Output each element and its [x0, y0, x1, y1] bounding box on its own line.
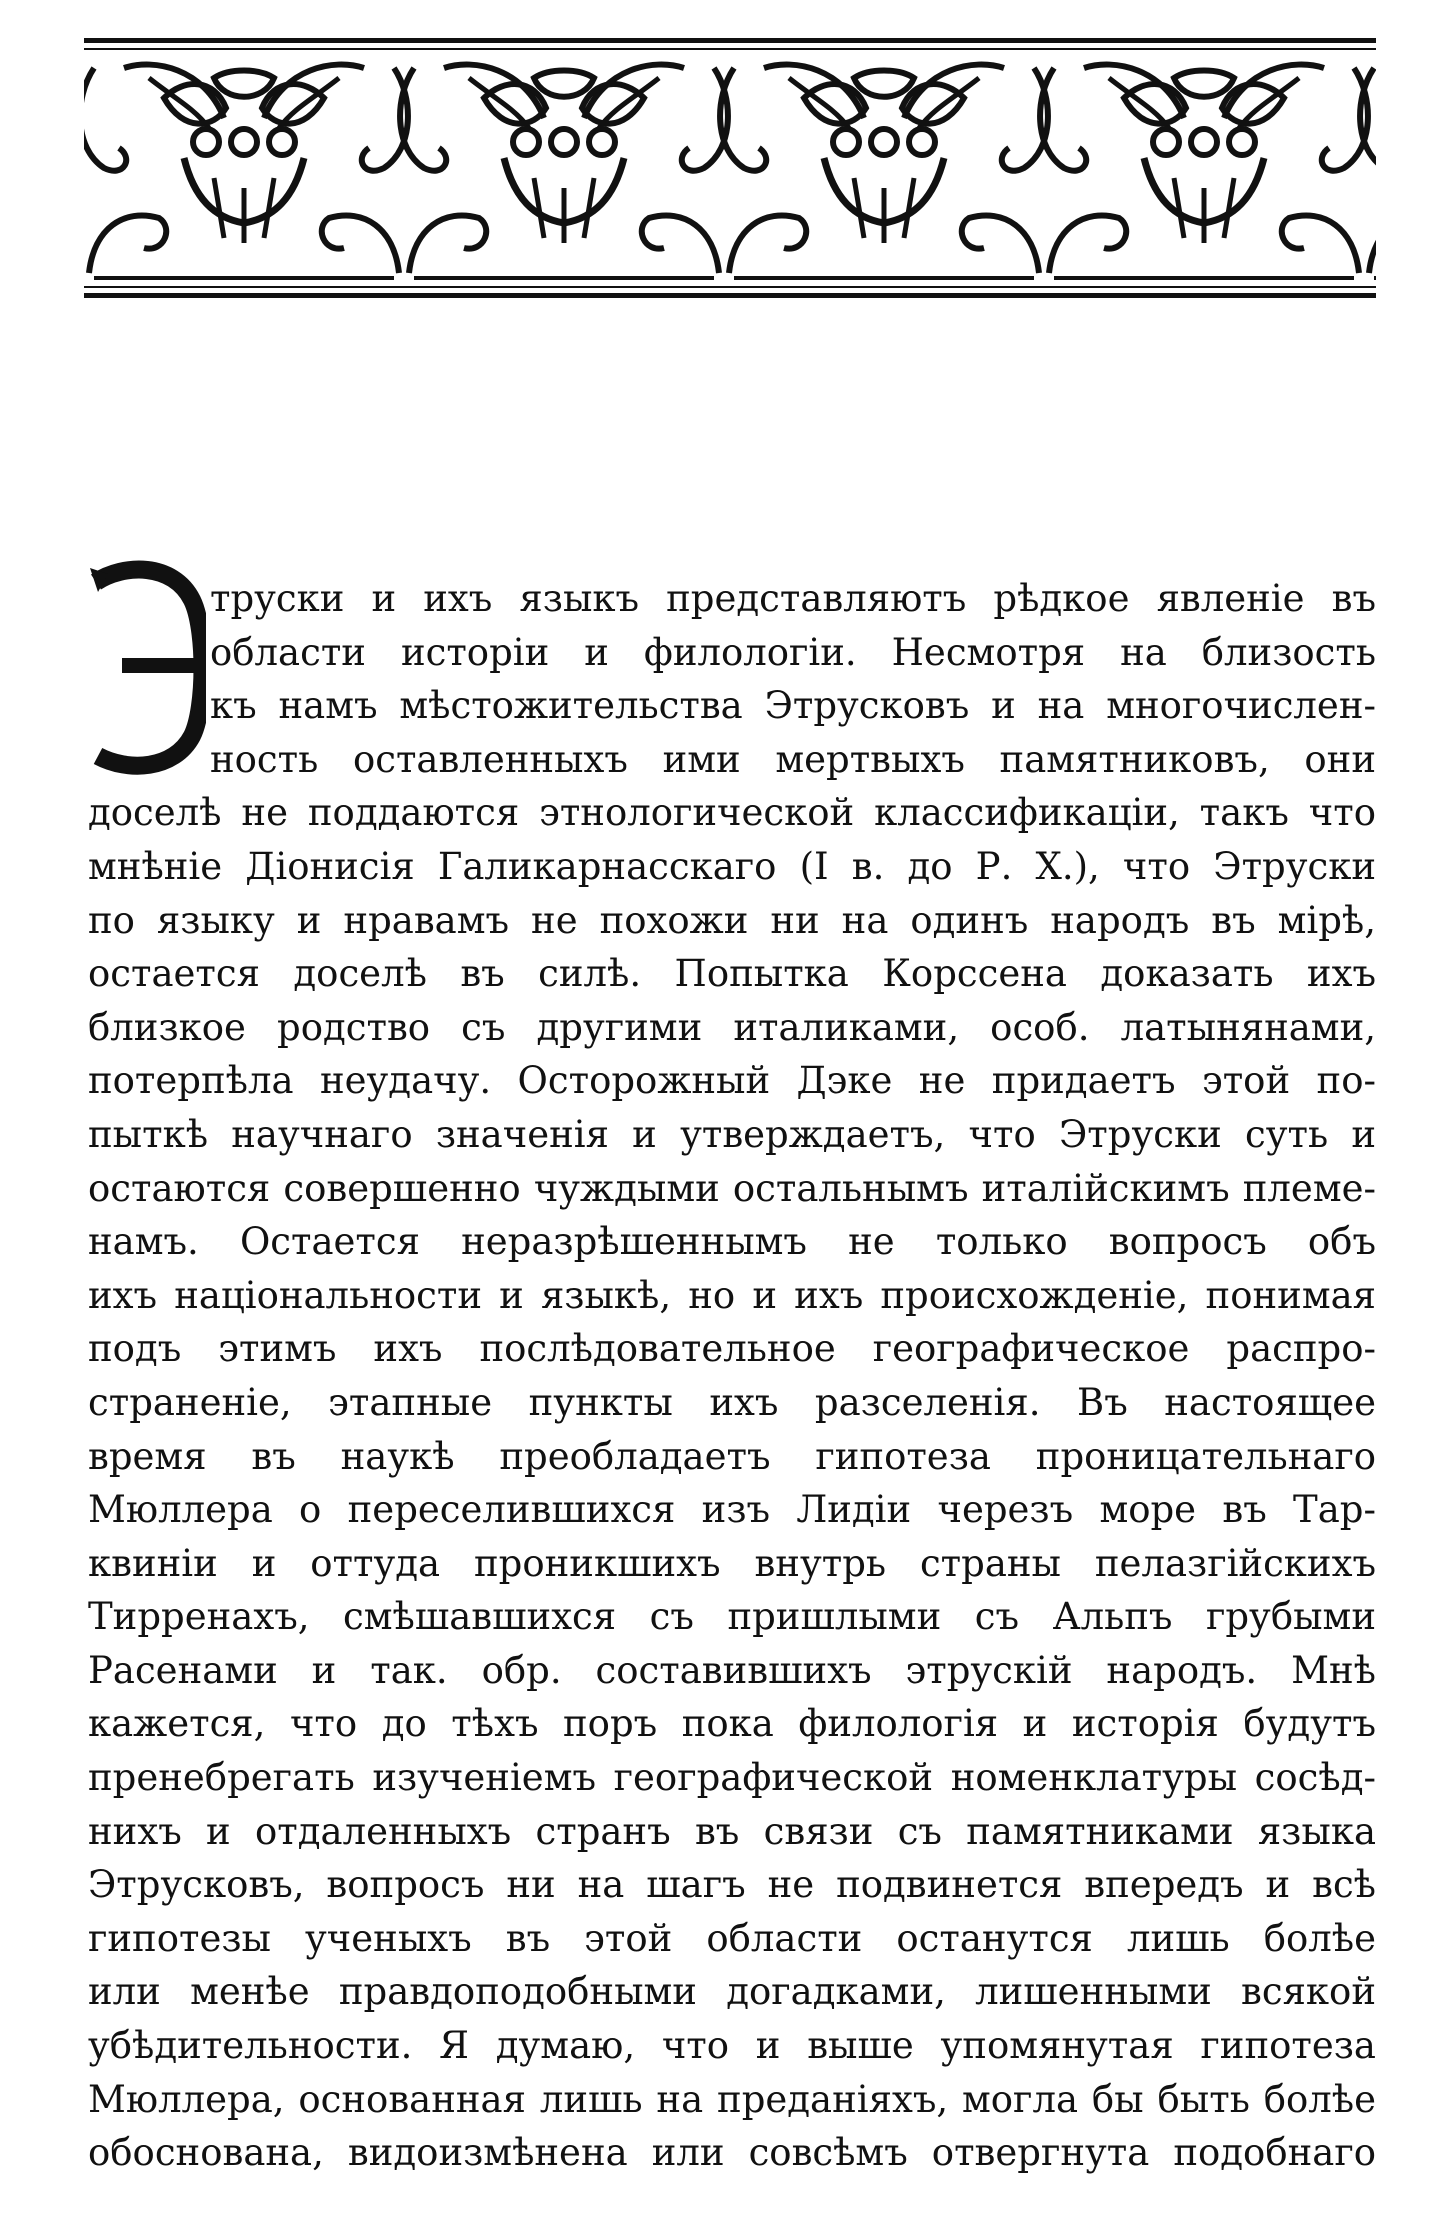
- text-line: ихъ національности и языкѣ, но и ихъ происхожденіе, понимая: [88, 1273, 1376, 1317]
- text-line: время въ наукѣ преобладаетъ гипотеза проницательнаго: [88, 1434, 1376, 1478]
- text-line: пыткѣ научнаго значенія и утверждаетъ, что Этруски суть и: [88, 1112, 1376, 1156]
- text-line: Мюллера о переселившихся изъ Лидіи черезъ море въ Тар-: [88, 1488, 1376, 1532]
- text-line: кажется, что до тѣхъ поръ пока филологія и исторія будутъ: [88, 1702, 1376, 1746]
- text-line: убѣдительности. Я думаю, что и выше упомянутая гипотеза: [88, 2024, 1376, 2068]
- text-line: потерпѣла неудачу. Осторожный Дэке не придаетъ этой по-: [88, 1059, 1376, 1103]
- text-line: намъ. Остается неразрѣшеннымъ не только вопросъ объ: [88, 1220, 1376, 1264]
- text-line: области исторіи и филологіи. Несмотря на близость: [210, 630, 1376, 674]
- text-line: остается доселѣ въ силѣ. Попытка Корссена доказать ихъ: [88, 952, 1376, 996]
- ornament-bottom-rule: [84, 293, 1376, 298]
- text-line: гипотезы ученыхъ въ этой области останутся лишь болѣе: [88, 1916, 1376, 1960]
- text-line: труски и ихъ языкъ представляютъ рѣдкое явленіе въ: [210, 577, 1376, 620]
- text-line: или менѣе правдоподобными догадками, лишенными всякой: [88, 1970, 1376, 2014]
- text-line: подъ этимъ ихъ послѣдовательное географическое распро-: [88, 1327, 1376, 1371]
- text-line: по языку и нравамъ не похожи ни на одинъ народъ въ мірѣ,: [88, 898, 1376, 942]
- text-line: Этрусковъ, вопросъ ни на шагъ не подвинется впередъ и всѣ: [88, 1863, 1376, 1907]
- text-line: къ намъ мѣстожительства Этрусковъ и на многочислен-: [210, 684, 1376, 728]
- ornament-flower-motif: [84, 65, 408, 278]
- text-line: страненіе, этапные пункты ихъ разселенія. Въ настоящее: [88, 1380, 1376, 1424]
- decorative-header-border: [84, 38, 1376, 300]
- text-line: ность оставленныхъ ими мертвыхъ памятниковъ, они: [210, 737, 1376, 781]
- body-text: [88, 572, 1376, 2180]
- text-line: мнѣніе Діонисія Галикарнасскаго (I в. до Р. Х.), что Этруски: [88, 844, 1376, 888]
- ornament-top-rule: [84, 38, 1376, 43]
- ornament-flower-motif: [1040, 65, 1368, 278]
- text-line: Расенами и так. обр. составившихъ этрускій народъ. Мнѣ: [88, 1648, 1376, 1692]
- ornament-bottom-rule-thin: [84, 286, 1376, 288]
- ornament-flower-motif: [720, 65, 1048, 278]
- text-line: близкое родство съ другими италиками, особ. латынянами,: [88, 1005, 1376, 1049]
- text-line: нихъ и отдаленныхъ странъ въ связи съ памятниками языка: [88, 1809, 1376, 1853]
- text-line: обоснована, видоизмѣнена или совсѣмъ отвергнута подобнаго: [88, 2131, 1376, 2175]
- art-nouveau-floral-ornament: [84, 38, 1376, 300]
- text-line: доселѣ не поддаются этнологической классификаціи, такъ что: [88, 791, 1376, 835]
- text-line: остаются совершенно чуждыми остальнымъ италійскимъ племе-: [88, 1166, 1376, 1210]
- ornament-top-rule-thin: [84, 48, 1376, 50]
- text-line: пренебрегать изученіемъ географической номенклатуры сосѣд-: [88, 1756, 1376, 1800]
- text-line: Тирренахъ, смѣшавшихся съ пришлыми съ Альпъ грубыми: [88, 1595, 1376, 1639]
- text-line: квиніи и оттуда проникшихъ внутрь страны пелазгійскихъ: [88, 1541, 1376, 1585]
- ornament-flower-motif: [400, 65, 728, 278]
- text-line: Мюллера, основанная лишь на преданіяхъ, могла бы быть болѣе: [88, 2077, 1376, 2121]
